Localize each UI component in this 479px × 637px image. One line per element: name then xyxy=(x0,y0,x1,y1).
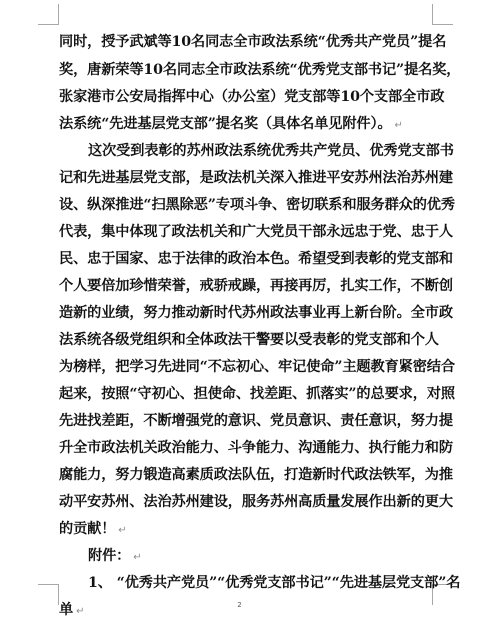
text-line xyxy=(59,357,455,377)
line-text: 先进找差距，不断增强党的意识、党员意识、责任意识，努力提 xyxy=(59,413,453,429)
paragraph-mark: ↵ xyxy=(118,525,127,536)
paragraph-mark: ↵ xyxy=(133,552,142,563)
line-text: 起来，按照“守初心、担使命、找差距、抓落实”的总要求，对照 xyxy=(59,386,455,402)
paragraph-mark: ↵ xyxy=(76,606,85,617)
line-text: 张家港市公安局指挥中心（办公室）党支部等10个支部全市政 xyxy=(59,89,445,105)
line-text: 附件： xyxy=(88,548,131,564)
line-text: 法系统各级党组织和全体政法干警要以受表彰的党支部和个人 xyxy=(59,332,439,348)
line-text: 记和先进基层党支部，是政法机关深入推进平安苏州法治苏州建 xyxy=(59,170,453,186)
text-line xyxy=(59,411,453,431)
text-line xyxy=(59,438,453,458)
text-line xyxy=(59,249,453,269)
line-text: 奖，唐新荣等10名同志全市政法系统“优秀党支部书记”提名奖， xyxy=(59,62,461,78)
text-line xyxy=(59,384,455,404)
line-text: 为榜样，把学习先进同“不忘初心、牢记使命”主题教育紧密结合 xyxy=(59,359,455,375)
text-line xyxy=(59,32,447,52)
text-line xyxy=(59,519,432,539)
line-text: 代表，集中体现了政法机关和广大党员干部永远忠于党、忠于人 xyxy=(59,224,453,240)
text-line xyxy=(59,276,453,296)
text-line xyxy=(59,195,455,215)
crop-mark-top-left xyxy=(38,4,59,25)
text-line xyxy=(59,465,453,485)
attachment-item xyxy=(88,573,461,593)
page-number: 2 xyxy=(237,601,242,609)
crop-mark-top-right xyxy=(432,4,453,25)
text-line xyxy=(59,303,453,323)
line-text: 个人要倍加珍惜荣誉，戒骄戒躁，再接再厉，扎实工作，不断创 xyxy=(59,278,453,294)
text-line xyxy=(59,168,453,188)
line-text: 这次受到表彰的苏州政法系统优秀共产党员、优秀党支部书 xyxy=(88,143,454,159)
line-text: 动平安苏州、法治苏州建设，服务苏州高质量发展作出新的更大 xyxy=(59,494,453,510)
line-text: 升全市政法机关政治能力、斗争能力、沟通能力、执行能力和防 xyxy=(59,440,453,456)
line-text: 民、忠于国家、忠于法律的政治本色。希望受到表彰的党支部和 xyxy=(59,251,453,267)
text-line xyxy=(59,60,461,80)
line-text: 法系统“先进基层党支部”提名奖（具体名单见附件）。 xyxy=(59,116,392,132)
text-line xyxy=(59,222,453,242)
line-text: 设、纵深推进“扫黑除恶”专项斗争、密切联系和服务群众的优秀 xyxy=(59,197,455,213)
line-text: 1、 “优秀共产党员”“优秀党支部书记”“先进基层党支部”名 xyxy=(88,575,461,591)
line-text: 的贡献！ xyxy=(59,521,116,537)
line-text: 造新的业绩，努力推动新时代苏州政法事业再上新台阶。全市政 xyxy=(59,305,453,321)
line-text: 腐能力，努力锻造高素质政法队伍，打造新时代政法铁军，为推 xyxy=(59,467,453,483)
text-line xyxy=(59,87,445,107)
text-line xyxy=(59,492,453,512)
line-text: 同时，授予武斌等10名同志全市政法系统“优秀共产党员”提名 xyxy=(59,34,447,50)
attachment-heading xyxy=(88,546,432,566)
text-line xyxy=(59,330,439,350)
text-line xyxy=(59,114,432,134)
paragraph-mark: ↵ xyxy=(394,120,403,131)
line-text: 单 xyxy=(59,602,74,618)
text-line xyxy=(88,141,454,161)
